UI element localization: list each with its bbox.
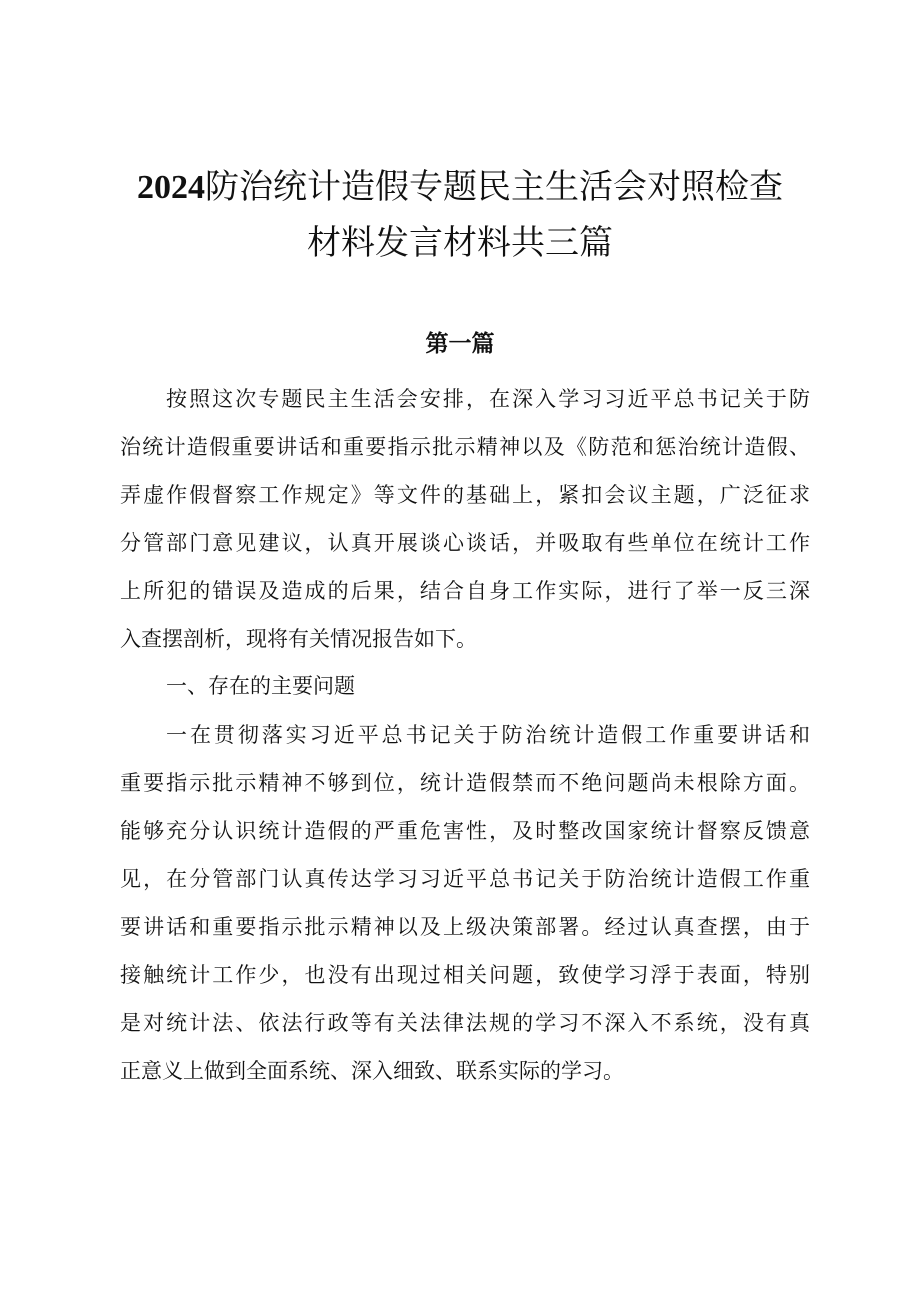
paragraph-1-line: 上所犯的错误及造成的后果，结合自身工作实际，进行了举一反三深 xyxy=(120,579,810,603)
section-title: 第一篇 xyxy=(425,331,495,357)
paragraph-2-line: 接触统计工作少，也没有出现过相关问题，致使学习浮于表面，特别 xyxy=(120,963,810,987)
paragraph-1-line: 弄虚作假督察工作规定》等文件的基础上，紧扣会议主题，广泛征求 xyxy=(120,483,810,507)
document-title-line-1 xyxy=(110,160,810,215)
paragraph-2-line: 正意义上做到全面系统、深入细致、联系实际的学习。 xyxy=(120,1059,624,1083)
paragraph-2-line: 是对统计法、依法行政等有关法律法规的学习不深入不系统，没有真 xyxy=(120,1011,810,1035)
title-line-1-text: 防治统计造假专题民主生活会对照检查 xyxy=(205,167,783,207)
paragraph-1-line: 入查摆剖析，现将有关情况报告如下。 xyxy=(120,627,477,651)
paragraph-2-line: 见，在分管部门认真传达学习习近平总书记关于防治统计造假工作重 xyxy=(120,867,810,891)
paragraph-1 xyxy=(120,375,810,663)
paragraph-2-line: 一在贯彻落实习近平总书记关于防治统计造假工作重要讲话和 xyxy=(166,723,810,747)
title-year: 2024 xyxy=(137,169,205,206)
document-title-line-2: 材料发言材料共三篇 xyxy=(307,223,613,263)
paragraph-1-line: 按照这次专题民主生活会安排，在深入学习习近平总书记关于防 xyxy=(166,387,810,411)
paragraph-1-line: 分管部门意见建议，认真开展谈心谈话，并吸取有些单位在统计工作 xyxy=(120,531,810,555)
paragraph-2-line: 要讲话和重要指示批示精神以及上级决策部署。经过认真查摆，由于 xyxy=(120,915,810,939)
paragraph-2-line: 重要指示批示精神不够到位，统计造假禁而不绝问题尚未根除方面。 xyxy=(120,771,810,795)
paragraph-1-line: 治统计造假重要讲话和重要指示批示精神以及《防范和惩治统计造假、 xyxy=(120,435,810,459)
paragraph-2 xyxy=(120,711,810,1095)
paragraph-2-line: 能够充分认识统计造假的严重危害性，及时整改国家统计督察反馈意 xyxy=(120,819,810,843)
heading-main-problems: 一、存在的主要问题 xyxy=(166,674,355,698)
